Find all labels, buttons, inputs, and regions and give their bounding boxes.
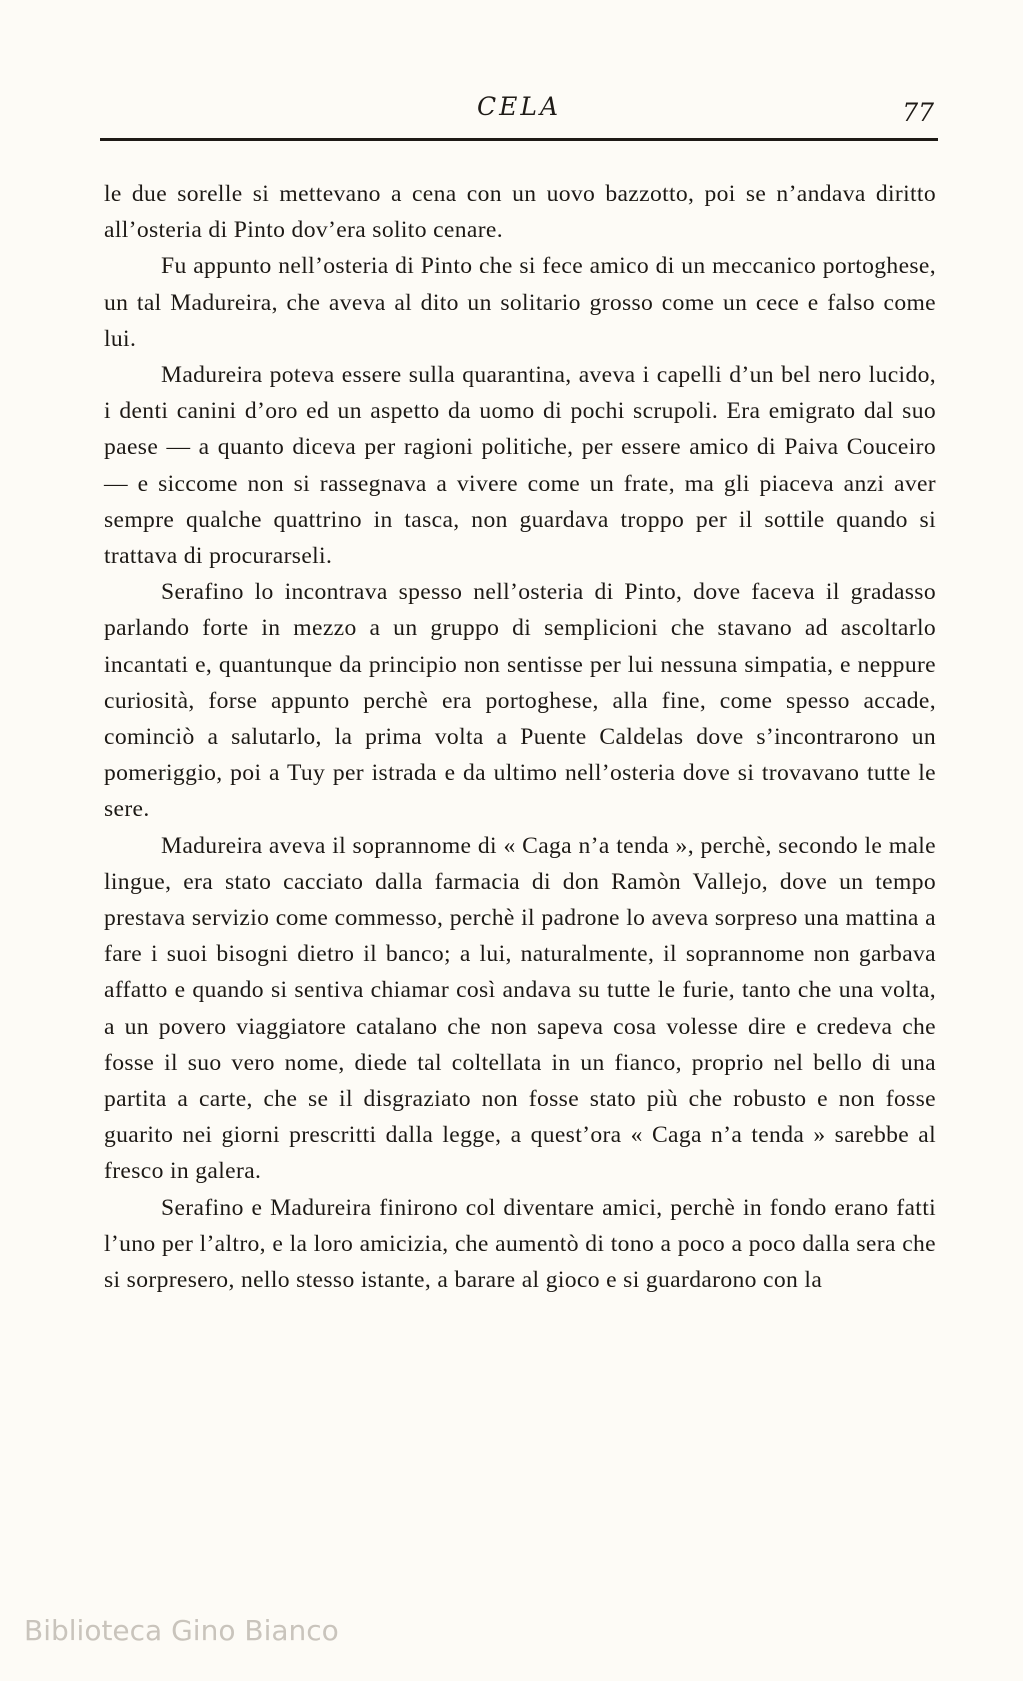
running-title: CELA	[476, 92, 562, 121]
paragraph-6: Serafino e Madureira finirono col diventare amici, perchè in fondo erano fatti l’uno per l’altro, e la loro amicizia, che aumentò di tono a poco a poco dalla sera che si sorpresero, nello stesso istante, a barare al gioco e si guardarono con la	[104, 1194, 936, 1294]
body-text	[104, 176, 936, 1298]
paragraph-4: Serafino lo incontrava spesso nell’osteria di Pinto, dove faceva il gradasso parlando forte in mezzo a un gruppo di semplicioni che stavano ad ascoltarlo incantati e, quantunque da principio non sentisse per lui nessuna simpatia, e neppure curiosità, forse appunto perchè era portoghese, alla fine, come spesso accade, cominciò a salutarlo, la prima volta a Puente Caldelas dove s’incontrarono un pomeriggio, poi a Tuy per istrada e da ultimo nell’osteria dove si trovavano tutte le sere.	[104, 579, 936, 823]
page-number: 77	[902, 98, 934, 127]
paragraph-3: Madureira poteva essere sulla quarantina, aveva i capelli d’un bel nero lucido, i denti canini d’oro ed un aspetto da uomo di pochi scrupoli. Era emigrato dal suo paese — a quanto diceva per ragioni politiche, per essere amico di Paiva Couceiro — e siccome non si rassegnava a vivere come un frate, ma gli piaceva anzi aver sempre qualche quattrino in tasca, non guardava troppo per il sottile quando si trattava di procurarseli.	[104, 362, 936, 570]
paragraph-1: le due sorelle si mettevano a cena con un uovo bazzotto, poi se n’andava diritto all’osteria di Pinto dov’era solito cenare.	[104, 181, 936, 244]
paragraph-2: Fu appunto nell’osteria di Pinto che si fece amico di un meccanico portoghese, un tal Madureira, che aveva al dito un solitario grosso come un cece e falso come lui.	[104, 253, 936, 352]
page-header	[100, 88, 938, 141]
paragraph-5: Madureira aveva il soprannome di « Caga n’a tenda », perchè, secondo le male lingue, era stato cacciato dalla farmacia di don Ramòn Vallejo, dove un tempo prestava servizio come commesso, perchè il padrone lo aveva sorpreso una mattina a fare i suoi bisogni dietro il banco; a lui, naturalmente, il soprannome non garbava affatto e quando si sentiva chiamar così andava su tutte le furie, tanto che una volta, a un povero viaggiatore catalano che non sapeva cosa volesse dire e credeva che fosse il suo vero nome, diede tal coltellata in un fianco, proprio nel bello di una partita a carte, che se il disgraziato non fosse stato più che robusto e non fosse guarito nei giorni prescritti dalla legge, a quest’ora « Caga n’a tenda » sarebbe al fresco in galera.	[104, 832, 936, 1185]
library-watermark: Biblioteca Gino Bianco	[24, 1614, 339, 1647]
